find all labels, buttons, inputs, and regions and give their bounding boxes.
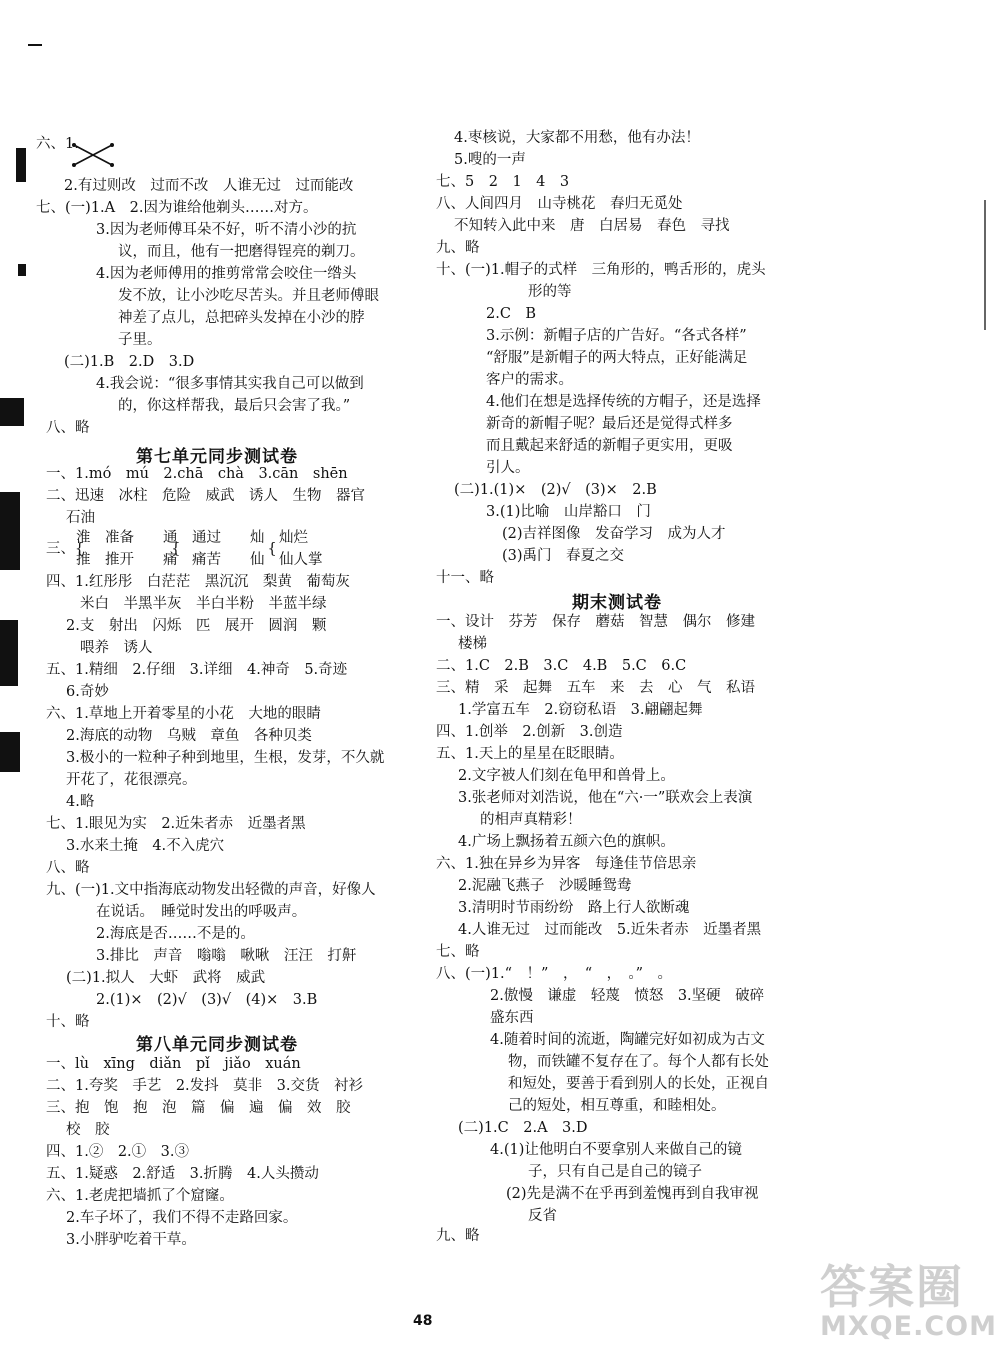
edge-mark (16, 148, 26, 182)
answer-line: 4.(1)让他明白不要拿别人来做自己的镜 (490, 1142, 742, 1158)
answer-line: 2.泥融飞燕子 沙暖睡鸳鸯 (458, 878, 632, 894)
answer-line: 的相声真精彩！ (480, 812, 582, 828)
answer-line: 八、人间四月 山寺桃花 春归无觅处 (436, 196, 683, 212)
answer-line: 校 胶 (66, 1122, 110, 1138)
answer-line: 在说话。 睡觉时发出的呼吸声。 (96, 904, 307, 920)
answer-line: 十一、略 (436, 570, 494, 586)
answer-line: 五、1.精细 2.仔细 3.详细 4.神奇 5.奇迹 (46, 662, 348, 678)
answer-line: 石油 (66, 510, 95, 526)
answer-line: 米白 半黑半灰 半白半粉 半蓝半绿 (80, 596, 327, 612)
edge-mark (0, 620, 18, 686)
answer-line: (3)禹门 春夏之交 (502, 548, 625, 564)
answer-line: 二、1.夸奖 手艺 2.发抖 莫非 3.交货 衬衫 (46, 1078, 364, 1094)
answer-line: 六、1.草地上开着零星的小花 大地的眼睛 (46, 706, 321, 722)
answer-line: 喂养 诱人 (80, 640, 153, 656)
watermark (820, 1262, 995, 1357)
answer-line: 盛东西 (490, 1010, 534, 1026)
answer-line: 3.张老师对刘浩说，他在“六·一”联欢会上表演 (458, 790, 753, 806)
answer-line: (2)先是满不在乎再到羞愧再到自我审视 (506, 1186, 759, 1202)
answer-line: 3.小胖驴吃着干草。 (66, 1232, 196, 1248)
answer-line: 形的等 (528, 284, 572, 300)
answer-line: 神差了点儿，总把碎头发掉在小沙的脖 (118, 310, 365, 326)
answer-line: 二、迅速 冰柱 危险 威武 诱人 生物 器官 (46, 488, 365, 504)
answer-line: 3.排比 声音 嗡嗡 啾啾 汪汪 打鼾 (96, 948, 357, 964)
answer-line: 4.略 (66, 794, 95, 810)
answer-line: 子里。 (118, 332, 162, 348)
answer-line: 4.随着时间的流逝，陶罐完好如初成为古文 (490, 1032, 765, 1048)
answer-line: 4.他们在想是选择传统的方帽子，还是选择 (486, 394, 761, 410)
answer-line: 3.极小的一粒种子种到地里，生根，发芽，不久就 (66, 750, 385, 766)
edge-mark (28, 44, 42, 46)
answer-line: 物，而铁罐不复存在了。每个人都有长处 (508, 1054, 769, 1070)
answer-line: 4.我会说：“很多事情其实我自己可以做到 (96, 376, 364, 392)
answer-line: 不知转入此中来 唐 白居易 春色 寻找 (454, 218, 730, 234)
answer-line: 九、略 (436, 240, 480, 256)
answer-line: 五、1.疑惑 2.舒适 3.折腾 4.人头攒动 (46, 1166, 319, 1182)
answer-line: 2.海底是否……不是的。 (96, 926, 255, 942)
answer-line: (二)1.C 2.A 3.D (458, 1120, 588, 1136)
answer-line: 3.水来土掩 4.不入虎穴 (66, 838, 225, 854)
answer-line: 八、略 (46, 420, 90, 436)
section-7-title: 第七单元同步测试卷 (136, 447, 298, 467)
answer-line: 引人。 (486, 460, 530, 476)
answer-line: 四、1.② 2.① 3.③ (46, 1144, 190, 1160)
answer-line: 八、略 (46, 860, 90, 876)
final-exam-title: 期末测试卷 (572, 593, 662, 613)
edge-mark (0, 492, 20, 570)
answer-line: (二)1.B 2.D 3.D (64, 354, 195, 370)
answer-line: 九、(一)1.文中指海底动物发出轻微的声音，好像人 (46, 882, 376, 898)
answer-line: (二)1.(1)× (2)√ (3)× 2.B (454, 482, 657, 498)
answer-line: 淮 准备 通 通过 灿 灿烂 (76, 530, 308, 546)
answer-line: 3.因为老师傅耳朵不好，听不清小沙的抗 (96, 222, 357, 238)
edge-mark (0, 398, 24, 426)
edge-mark (984, 200, 986, 330)
answer-line: 十、(一)1.帽子的式样 三角形的，鸭舌形的，虎头 (436, 262, 766, 278)
answer-line: 二、1.C 2.B 3.C 4.B 5.C 6.C (436, 658, 687, 674)
answer-line: 一、lù xīng diǎn pǐ jiǎo xuán (46, 1056, 301, 1072)
watermark-url: MXQE.COM (820, 1311, 997, 1342)
answer-line: 三、{ { { (46, 541, 277, 557)
answer-line: 4.枣核说，大家都不用愁，他有办法！ (454, 130, 700, 146)
page-number: 48 (413, 1313, 433, 1329)
answer-line: 四、1.创举 2.创新 3.创造 (436, 724, 623, 740)
answer-line: 2.车子坏了，我们不得不走路回家。 (66, 1210, 298, 1226)
answer-line: 2.海底的动物 乌贼 章鱼 各种贝类 (66, 728, 312, 744)
answer-line: 2.傲慢 谦虚 轻蔑 愤怒 3.坚硬 破碎 (490, 988, 765, 1004)
answer-line: 六、1.独在异乡为异客 每逢佳节倍思亲 (436, 856, 697, 872)
answer-line: 八、(一)1.“ ！” ， “ ， 。” 。 (436, 966, 673, 982)
answer-line: 2.(1)× (2)√ (3)√ (4)× 3.B (96, 992, 318, 1008)
answer-line: 客户的需求。 (486, 372, 573, 388)
answer-line: 和短处，要善于看到别人的长处，正视自 (508, 1076, 769, 1092)
answer-line: 三、抱 饱 抱 泡 篇 偏 遍 偏 效 胶 (46, 1100, 351, 1116)
answer-line: 六、1.老虎把墙抓了个窟窿。 (46, 1188, 234, 1204)
answer-line: 3.(1)比喻 山岸豁口 门 (486, 504, 651, 520)
answer-line: 七、(一)1.A 2.因为谁给他剃头……对方。 (36, 200, 318, 216)
answer-line: 新奇的新帽子呢？最后还是觉得式样多 (486, 416, 733, 432)
answer-line: 己的短处，相互尊重，和睦相处。 (508, 1098, 726, 1114)
answer-line: 议，而且，他有一把磨得锃亮的剃刀。 (118, 244, 365, 260)
answer-line: 七、略 (436, 944, 480, 960)
answer-line: 发不放，让小沙吃尽苦头。并且老师傅眼 (118, 288, 379, 304)
answer-line: 2.支 射出 闪烁 匹 展开 圆润 颗 (66, 618, 327, 634)
answer-line: 的，你这样帮我，最后只会害了我。” (118, 398, 351, 414)
answer-line: 一、1.mó mú 2.chā chà 3.cān shēn (46, 466, 348, 482)
answer-line: 3.清明时节雨纷纷 路上行人欲断魂 (458, 900, 690, 916)
answer-line: 反省 (528, 1208, 557, 1224)
answer-line: 七、5 2 1 4 3 (436, 174, 570, 190)
edge-mark (0, 732, 20, 772)
answer-line: 2.文字被人们刻在龟甲和兽骨上。 (458, 768, 675, 784)
answer-line: 6.奇妙 (66, 684, 109, 700)
answer-line: (2)吉祥图像 发奋学习 成为人才 (502, 526, 726, 542)
answer-line: 而且戴起来舒适的新帽子更实用，更吸 (486, 438, 733, 454)
answer-line: 九、略 (436, 1228, 480, 1244)
answer-line: 3.示例：新帽子店的广告好。“各式各样” (486, 328, 747, 344)
edge-mark (18, 264, 26, 276)
answer-line: 七、1.眼见为实 2.近朱者赤 近墨者黑 (46, 816, 306, 832)
answer-line: 子，只有自己是自己的镜子 (528, 1164, 702, 1180)
answer-line: 三、精 采 起舞 五车 来 去 心 气 私语 (436, 680, 755, 696)
answer-line: 十、略 (46, 1014, 90, 1030)
watermark-mark: 答案圈 (820, 1260, 964, 1314)
answer-line: 四、1.红彤彤 白茫茫 黑沉沉 梨黄 葡萄灰 (46, 574, 350, 590)
answer-line: 4.人谁无过 过而能改 5.近朱者赤 近墨者黑 (458, 922, 762, 938)
answer-line: 4.广场上飘扬着五颜六色的旗帜。 (458, 834, 675, 850)
answer-line: 六、1. (36, 136, 79, 152)
answer-line: “舒服”是新帽子的两大特点，正好能满足 (486, 350, 748, 366)
answer-line: 一、设计 芬芳 保存 蘑菇 智慧 偶尔 修建 (436, 614, 755, 630)
answer-line: 5.嗖的一声 (454, 152, 526, 168)
section-8-title: 第八单元同步测试卷 (136, 1035, 298, 1055)
answer-line: 楼梯 (458, 636, 487, 652)
answer-line: 开花了，花很漂亮。 (66, 772, 197, 788)
answer-line: (二)1.拟人 大虾 武将 威武 (66, 970, 266, 986)
answer-line: 4.因为老师傅用的推剪常常会咬住一绺头 (96, 266, 357, 282)
answer-line: 2.C B (486, 306, 537, 322)
answer-line: 推 推开 痛 痛苦 仙 仙人掌 (76, 552, 323, 568)
answer-line: 五、1.天上的星星在眨眼睛。 (436, 746, 624, 762)
answer-line: 2.有过则改 过而不改 人谁无过 过而能改 (64, 178, 354, 194)
answer-line: 1.学富五车 2.窃窃私语 3.翩翩起舞 (458, 702, 703, 718)
